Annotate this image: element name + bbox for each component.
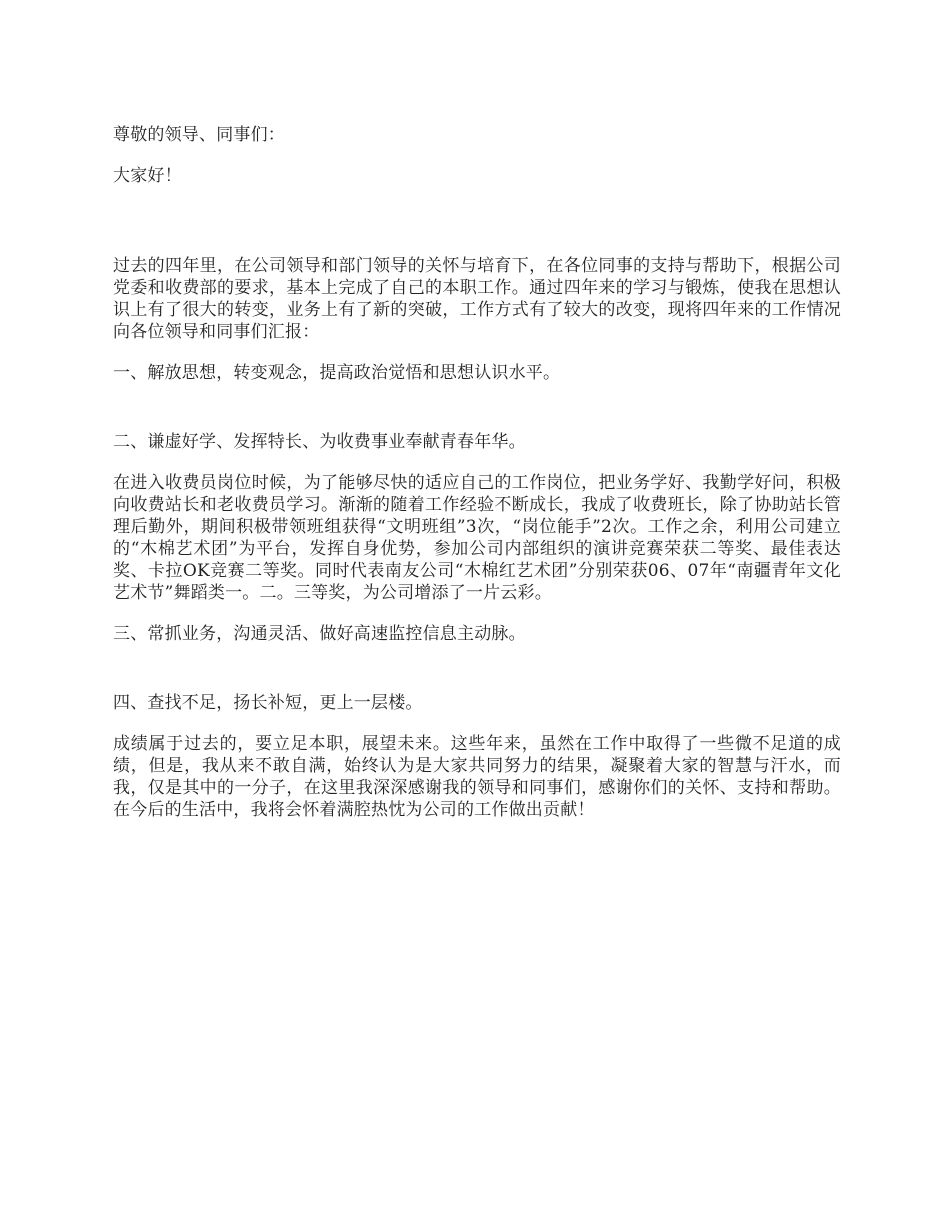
spacer [113,453,841,472]
salutation: 尊敬的领导、同事们： [113,125,285,145]
spacer [113,645,841,689]
section-1-title: 一、解放思想，转变观念，提高政治觉悟和思想认识水平。 [113,363,561,383]
spacer [113,384,841,428]
document-body [113,124,841,821]
spacer [113,187,841,231]
spacer [113,146,841,165]
greeting: 大家好！ [113,166,182,186]
spacer [113,343,841,362]
section-4-title: 四、查找不足，扬长补短，更上一层楼。 [113,693,423,713]
spacer [113,714,841,733]
section-2-title: 二、谦虚好学、发挥特长、为收费事业奉献青春年华。 [113,432,526,452]
spacer [113,231,841,255]
section-3-title: 三、常抓业务，沟通灵活、做好高速监控信息主动脉。 [113,624,526,644]
intro-paragraph: 过去的四年里，在公司领导和部门领导的关怀与培育下，在各位同事的支持与帮助下，根据公司党委和收费部的要求，基本上完成了自己的本职工作。通过四年来的学习与锻炼，使我在思想认识上有了很大的转变，业务上有了新的突破，工作方式有了较大的改变，现将四年来的工作情况向各位领导和同事们汇报： [113,256,841,342]
section-2-paragraph: 在进入收费员岗位时候，为了能够尽快的适应自己的工作岗位，把业务学好、我勤学好问，积极向收费站长和老收费员学习。渐渐的随着工作经验不断成长，我成了收费班长，除了协助站长管理后勤外，期间积极带领班组获得“文明班组”3次，“岗位能手”2次。工作之余，利用公司建立的“木棉艺术团”为平台，发挥自身优势，参加公司内部组织的演讲竞赛荣获二等奖、最佳表达奖、卡拉OK竞赛二等奖。同时代表南友公司“木棉红艺术团”分别荣获06、07年“南疆青年文化艺术节”舞蹈类一。二。三等奖，为公司增添了一片云彩。 [113,473,841,603]
spacer [113,604,841,623]
conclusion-paragraph: 成绩属于过去的，要立足本职，展望未来。这些年来，虽然在工作中取得了一些微不足道的成绩，但是，我从来不敢自满，始终认为是大家共同努力的结果，凝聚着大家的智慧与汗水，而我，仅是其中的一分子，在这里我深深感谢我的领导和同事们，感谢你们的关怀、支持和帮助。在今后的生活中，我将会怀着满腔热忱为公司的工作做出贡献！ [113,734,841,820]
